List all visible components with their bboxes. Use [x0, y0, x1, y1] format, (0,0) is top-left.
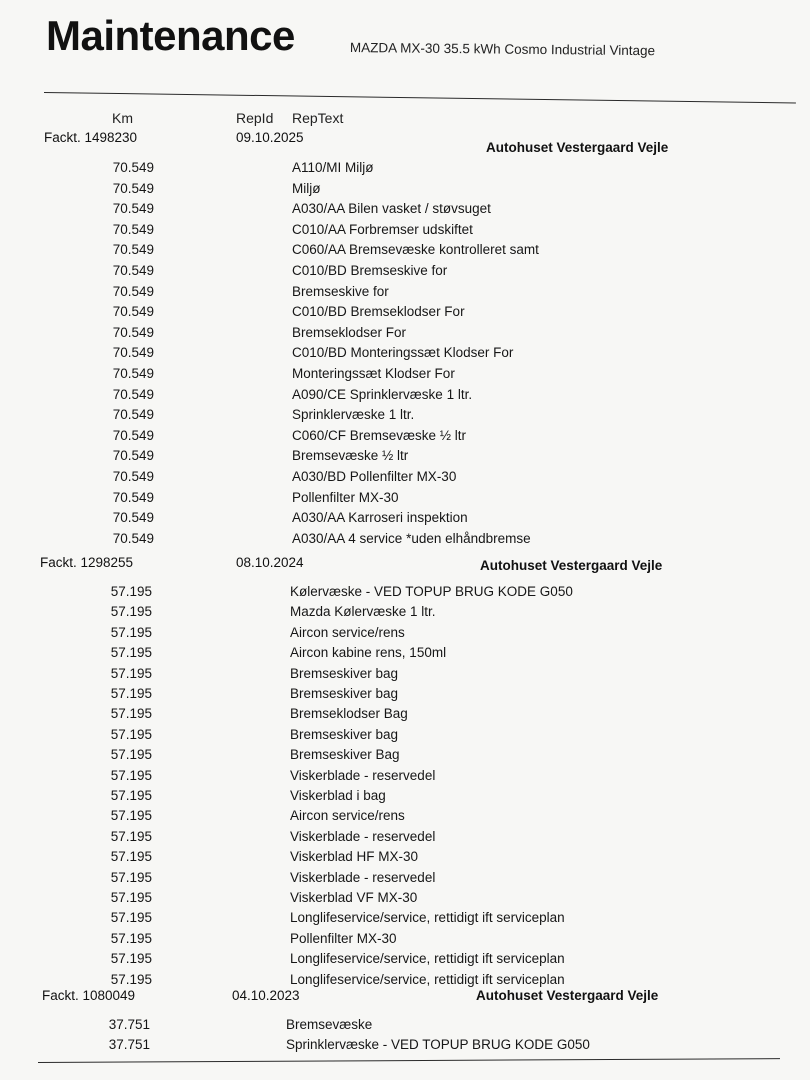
repair-text: Bremseskiver bag — [290, 726, 399, 742]
column-header-km: Km — [112, 110, 133, 126]
repair-text: Sprinklervæske 1 ltr. — [292, 407, 415, 423]
repair-text: Viskerblad HF MX-30 — [290, 849, 419, 865]
repair-text: C010/BD Bremseskive for — [292, 263, 448, 278]
workshop-name: Autohuset Vestergaard Vejle — [476, 988, 659, 1003]
vehicle-name: MAZDA MX-30 35.5 kWh Cosmo Industrial Vintage — [349, 40, 656, 59]
km-value: 57.195 — [110, 951, 152, 967]
repair-text: Aircon service/rens — [290, 808, 405, 824]
repair-text: C010/AA Forbremser udskiftet — [292, 221, 473, 237]
km-value: 70.549 — [112, 242, 154, 258]
km-value: 70.549 — [112, 221, 154, 237]
km-value: 57.195 — [110, 665, 152, 681]
repair-text: Bremseklodser For — [292, 324, 407, 340]
km-value: 70.549 — [112, 469, 154, 484]
km-value: 70.549 — [112, 386, 154, 402]
repair-text: Viskerblade - reservedel — [290, 828, 436, 844]
repair-text: Sprinklervæske - VED TOPUP BRUG KODE G050 — [286, 1037, 590, 1052]
repair-text: Longlifeservice/service, rettidigt ift serviceplan — [290, 910, 565, 926]
km-value: 57.195 — [110, 686, 152, 701]
km-value: 70.549 — [112, 160, 154, 175]
km-value: 70.549 — [112, 201, 154, 217]
km-value: 70.549 — [112, 283, 154, 299]
column-header-repid: RepId — [236, 110, 274, 126]
repair-text: Viskerblade - reservedel — [290, 767, 436, 783]
repair-text: Aircon kabine rens, 150ml — [290, 645, 447, 661]
repair-text: Pollenfilter MX-30 — [292, 489, 399, 505]
repair-text: Bremsevæske — [286, 1017, 373, 1032]
km-value: 70.549 — [112, 366, 154, 381]
km-value: 57.195 — [110, 808, 152, 824]
repair-text: A030/AA 4 service *uden elhåndbremse — [292, 530, 531, 546]
km-value: 57.195 — [110, 788, 152, 803]
invoice-number: Fackt. 1080049 — [42, 988, 136, 1003]
column-header-reptext: RepText — [292, 110, 344, 126]
repair-text: Aircon service/rens — [290, 624, 405, 640]
repair-text: A030/AA Karroseri inspektion — [292, 510, 468, 526]
repair-text: Mazda Kølervæske 1 ltr. — [290, 604, 436, 620]
repair-text: Bremseskiver bag — [290, 686, 399, 701]
invoice-date: 04.10.2023 — [232, 988, 300, 1003]
repair-text: Viskerblad VF MX-30 — [290, 890, 418, 905]
repair-text: C010/BD Monteringssæt Klodser For — [292, 345, 514, 361]
km-value: 57.195 — [110, 584, 152, 599]
km-value: 37.751 — [108, 1017, 150, 1032]
km-value: 70.549 — [112, 180, 154, 196]
km-value: 70.549 — [112, 345, 154, 361]
km-value: 57.195 — [110, 747, 152, 763]
km-value: 57.195 — [110, 890, 152, 905]
repair-text: C010/BD Bremseklodser For — [292, 304, 465, 320]
repair-text: Bremseklodser Bag — [290, 706, 408, 722]
km-value: 70.549 — [112, 427, 154, 443]
repair-text: Miljø — [292, 180, 321, 196]
km-value: 57.195 — [110, 706, 152, 722]
repair-text: A090/CE Sprinklervæske 1 ltr. — [292, 386, 473, 402]
km-value: 57.195 — [110, 828, 152, 844]
repair-text: Longlifeservice/service, rettidigt ift serviceplan — [290, 971, 565, 987]
footer-divider — [38, 1058, 780, 1063]
repair-text: Bremseskiver Bag — [290, 747, 400, 763]
km-value: 70.549 — [112, 530, 154, 546]
km-value: 57.195 — [110, 869, 152, 885]
invoice-date: 09.10.2025 — [236, 130, 304, 145]
repair-text: Bremsevæske ½ ltr — [292, 448, 409, 464]
km-value: 70.549 — [112, 263, 154, 278]
repair-text: A030/BD Pollenfilter MX-30 — [292, 469, 457, 484]
km-value: 57.195 — [110, 910, 152, 926]
km-value: 57.195 — [110, 767, 152, 783]
repair-text: A110/MI Miljø — [292, 160, 374, 175]
repair-text: Monteringssæt Klodser For — [292, 366, 455, 381]
workshop-name: Autohuset Vestergaard Vejle — [486, 140, 669, 155]
km-value: 57.195 — [110, 849, 152, 865]
repair-text: Pollenfilter MX-30 — [290, 930, 397, 946]
km-value: 57.195 — [110, 930, 152, 946]
repair-text: Bremseskive for — [292, 283, 389, 299]
header-divider — [44, 92, 796, 103]
workshop-name: Autohuset Vestergaard Vejle — [480, 558, 663, 573]
km-value: 70.549 — [112, 510, 154, 526]
km-value: 70.549 — [112, 407, 154, 423]
repair-text: C060/AA Bremsevæske kontrolleret samt — [292, 242, 539, 258]
km-value: 57.195 — [110, 604, 152, 620]
repair-text: Viskerblade - reservedel — [290, 869, 436, 885]
km-value: 70.549 — [112, 489, 154, 505]
invoice-date: 08.10.2024 — [236, 555, 304, 570]
repair-text: Viskerblad i bag — [290, 788, 386, 803]
repair-text: Bremseskiver bag — [290, 665, 399, 681]
km-value: 70.549 — [112, 304, 154, 320]
page-title: Maintenance — [46, 12, 295, 59]
km-value: 70.549 — [112, 448, 154, 464]
km-value: 37.751 — [108, 1037, 150, 1052]
repair-text: C060/CF Bremsevæske ½ ltr — [292, 427, 467, 443]
km-value: 57.195 — [110, 645, 152, 661]
invoice-number: Fackt. 1298255 — [40, 555, 134, 570]
km-value: 57.195 — [110, 624, 152, 640]
km-value: 57.195 — [110, 971, 152, 987]
km-value: 70.549 — [112, 324, 154, 340]
invoice-number: Fackt. 1498230 — [44, 130, 138, 145]
repair-text: A030/AA Bilen vasket / støvsuget — [292, 201, 491, 217]
repair-text: Kølervæske - VED TOPUP BRUG KODE G050 — [290, 584, 573, 599]
repair-text: Longlifeservice/service, rettidigt ift serviceplan — [290, 951, 565, 967]
km-value: 57.195 — [110, 726, 152, 742]
